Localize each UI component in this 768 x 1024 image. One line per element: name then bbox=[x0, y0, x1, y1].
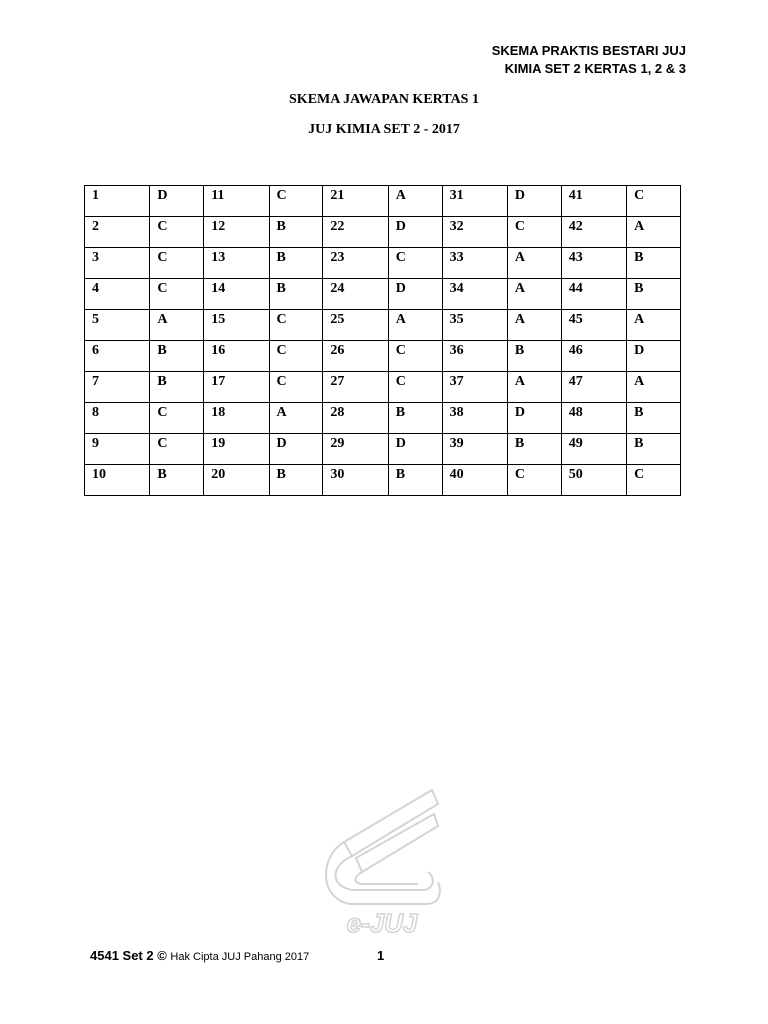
question-number-cell: 44 bbox=[561, 279, 626, 310]
header-line-1: SKEMA PRAKTIS BESTARI JUJ bbox=[491, 43, 686, 58]
question-number-cell: 23 bbox=[323, 248, 388, 279]
answer-cell: B bbox=[150, 465, 204, 496]
answer-cell: C bbox=[627, 465, 681, 496]
question-number-cell: 40 bbox=[442, 465, 507, 496]
table-row bbox=[85, 403, 681, 434]
answer-cell: A bbox=[388, 310, 442, 341]
question-number-cell: 45 bbox=[561, 310, 626, 341]
question-number-cell: 41 bbox=[561, 186, 626, 217]
question-number-cell: 29 bbox=[323, 434, 388, 465]
question-number-cell: 25 bbox=[323, 310, 388, 341]
document-header bbox=[492, 42, 686, 78]
question-number-cell: 30 bbox=[323, 465, 388, 496]
answer-cell: D bbox=[388, 434, 442, 465]
answer-cell: B bbox=[388, 403, 442, 434]
question-number-cell: 9 bbox=[85, 434, 150, 465]
answer-cell: D bbox=[150, 186, 204, 217]
question-number-cell: 37 bbox=[442, 372, 507, 403]
question-number-cell: 32 bbox=[442, 217, 507, 248]
question-number-cell: 46 bbox=[561, 341, 626, 372]
table-row bbox=[85, 434, 681, 465]
question-number-cell: 22 bbox=[323, 217, 388, 248]
question-number-cell: 10 bbox=[85, 465, 150, 496]
answer-cell: A bbox=[269, 403, 323, 434]
table-row bbox=[85, 217, 681, 248]
question-number-cell: 34 bbox=[442, 279, 507, 310]
question-number-cell: 33 bbox=[442, 248, 507, 279]
footer-code: 4541 Set 2 © bbox=[90, 948, 167, 963]
answer-cell: A bbox=[507, 310, 561, 341]
answer-cell: D bbox=[388, 279, 442, 310]
answer-cell: A bbox=[627, 217, 681, 248]
answer-cell: C bbox=[150, 434, 204, 465]
answer-cell: C bbox=[150, 217, 204, 248]
question-number-cell: 24 bbox=[323, 279, 388, 310]
question-number-cell: 31 bbox=[442, 186, 507, 217]
question-number-cell: 48 bbox=[561, 403, 626, 434]
question-number-cell: 3 bbox=[85, 248, 150, 279]
page-number: 1 bbox=[377, 948, 385, 963]
answer-cell: B bbox=[507, 434, 561, 465]
question-number-cell: 13 bbox=[204, 248, 269, 279]
answer-cell: B bbox=[507, 341, 561, 372]
answer-cell: B bbox=[627, 248, 681, 279]
answer-cell: C bbox=[150, 248, 204, 279]
answer-cell: B bbox=[269, 248, 323, 279]
question-number-cell: 35 bbox=[442, 310, 507, 341]
question-number-cell: 19 bbox=[204, 434, 269, 465]
answer-cell: C bbox=[388, 248, 442, 279]
question-number-cell: 6 bbox=[85, 341, 150, 372]
question-number-cell: 47 bbox=[561, 372, 626, 403]
answer-cell: D bbox=[388, 217, 442, 248]
watermark-text: e-JUJ bbox=[346, 908, 418, 938]
table-row bbox=[85, 186, 681, 217]
table-row bbox=[85, 248, 681, 279]
question-number-cell: 39 bbox=[442, 434, 507, 465]
question-number-cell: 26 bbox=[323, 341, 388, 372]
page-title: SKEMA JAWAPAN KERTAS 1 bbox=[289, 92, 479, 107]
table-row bbox=[85, 341, 681, 372]
answer-cell: B bbox=[150, 372, 204, 403]
answer-cell: C bbox=[507, 217, 561, 248]
answer-cell: C bbox=[269, 186, 323, 217]
table-row bbox=[85, 310, 681, 341]
answer-cell: B bbox=[627, 279, 681, 310]
e-juj-watermark-logo bbox=[322, 786, 442, 938]
question-number-cell: 21 bbox=[323, 186, 388, 217]
answer-cell: A bbox=[150, 310, 204, 341]
footer-copyright: Hak Cipta JUJ Pahang 2017 bbox=[170, 951, 310, 963]
answer-cell: C bbox=[388, 341, 442, 372]
answer-table bbox=[84, 185, 681, 496]
table-row bbox=[85, 279, 681, 310]
answer-cell: C bbox=[150, 279, 204, 310]
answer-cell: A bbox=[388, 186, 442, 217]
answer-cell: B bbox=[150, 341, 204, 372]
answer-cell: B bbox=[269, 465, 323, 496]
answer-cell: A bbox=[507, 372, 561, 403]
question-number-cell: 14 bbox=[204, 279, 269, 310]
question-number-cell: 2 bbox=[85, 217, 150, 248]
answer-cell: A bbox=[627, 310, 681, 341]
question-number-cell: 5 bbox=[85, 310, 150, 341]
answer-cell: A bbox=[507, 248, 561, 279]
answer-cell: C bbox=[150, 403, 204, 434]
question-number-cell: 36 bbox=[442, 341, 507, 372]
answer-cell: D bbox=[627, 341, 681, 372]
question-number-cell: 43 bbox=[561, 248, 626, 279]
question-number-cell: 1 bbox=[85, 186, 150, 217]
answer-cell: D bbox=[507, 403, 561, 434]
answer-cell: C bbox=[269, 341, 323, 372]
question-number-cell: 28 bbox=[323, 403, 388, 434]
answer-cell: C bbox=[627, 186, 681, 217]
question-number-cell: 50 bbox=[561, 465, 626, 496]
answer-cell: D bbox=[507, 186, 561, 217]
question-number-cell: 38 bbox=[442, 403, 507, 434]
answer-cell: C bbox=[388, 372, 442, 403]
answer-cell: B bbox=[269, 279, 323, 310]
footer bbox=[90, 948, 309, 963]
question-number-cell: 12 bbox=[204, 217, 269, 248]
question-number-cell: 7 bbox=[85, 372, 150, 403]
question-number-cell: 4 bbox=[85, 279, 150, 310]
answer-cell: C bbox=[269, 372, 323, 403]
answer-cell: A bbox=[507, 279, 561, 310]
question-number-cell: 16 bbox=[204, 341, 269, 372]
table-row bbox=[85, 372, 681, 403]
question-number-cell: 8 bbox=[85, 403, 150, 434]
question-number-cell: 27 bbox=[323, 372, 388, 403]
answer-cell: B bbox=[627, 434, 681, 465]
question-number-cell: 49 bbox=[561, 434, 626, 465]
question-number-cell: 20 bbox=[204, 465, 269, 496]
answer-cell: B bbox=[269, 217, 323, 248]
answer-cell: D bbox=[269, 434, 323, 465]
question-number-cell: 17 bbox=[204, 372, 269, 403]
answer-cell: B bbox=[388, 465, 442, 496]
question-number-cell: 42 bbox=[561, 217, 626, 248]
question-number-cell: 11 bbox=[204, 186, 269, 217]
question-number-cell: 18 bbox=[204, 403, 269, 434]
table-row bbox=[85, 465, 681, 496]
answer-cell: B bbox=[627, 403, 681, 434]
answer-cell: A bbox=[627, 372, 681, 403]
question-number-cell: 15 bbox=[204, 310, 269, 341]
page-subtitle: JUJ KIMIA SET 2 - 2017 bbox=[308, 122, 460, 137]
header-line-2: KIMIA SET 2 KERTAS 1, 2 & 3 bbox=[504, 61, 686, 76]
answer-cell: C bbox=[507, 465, 561, 496]
answer-cell: C bbox=[269, 310, 323, 341]
